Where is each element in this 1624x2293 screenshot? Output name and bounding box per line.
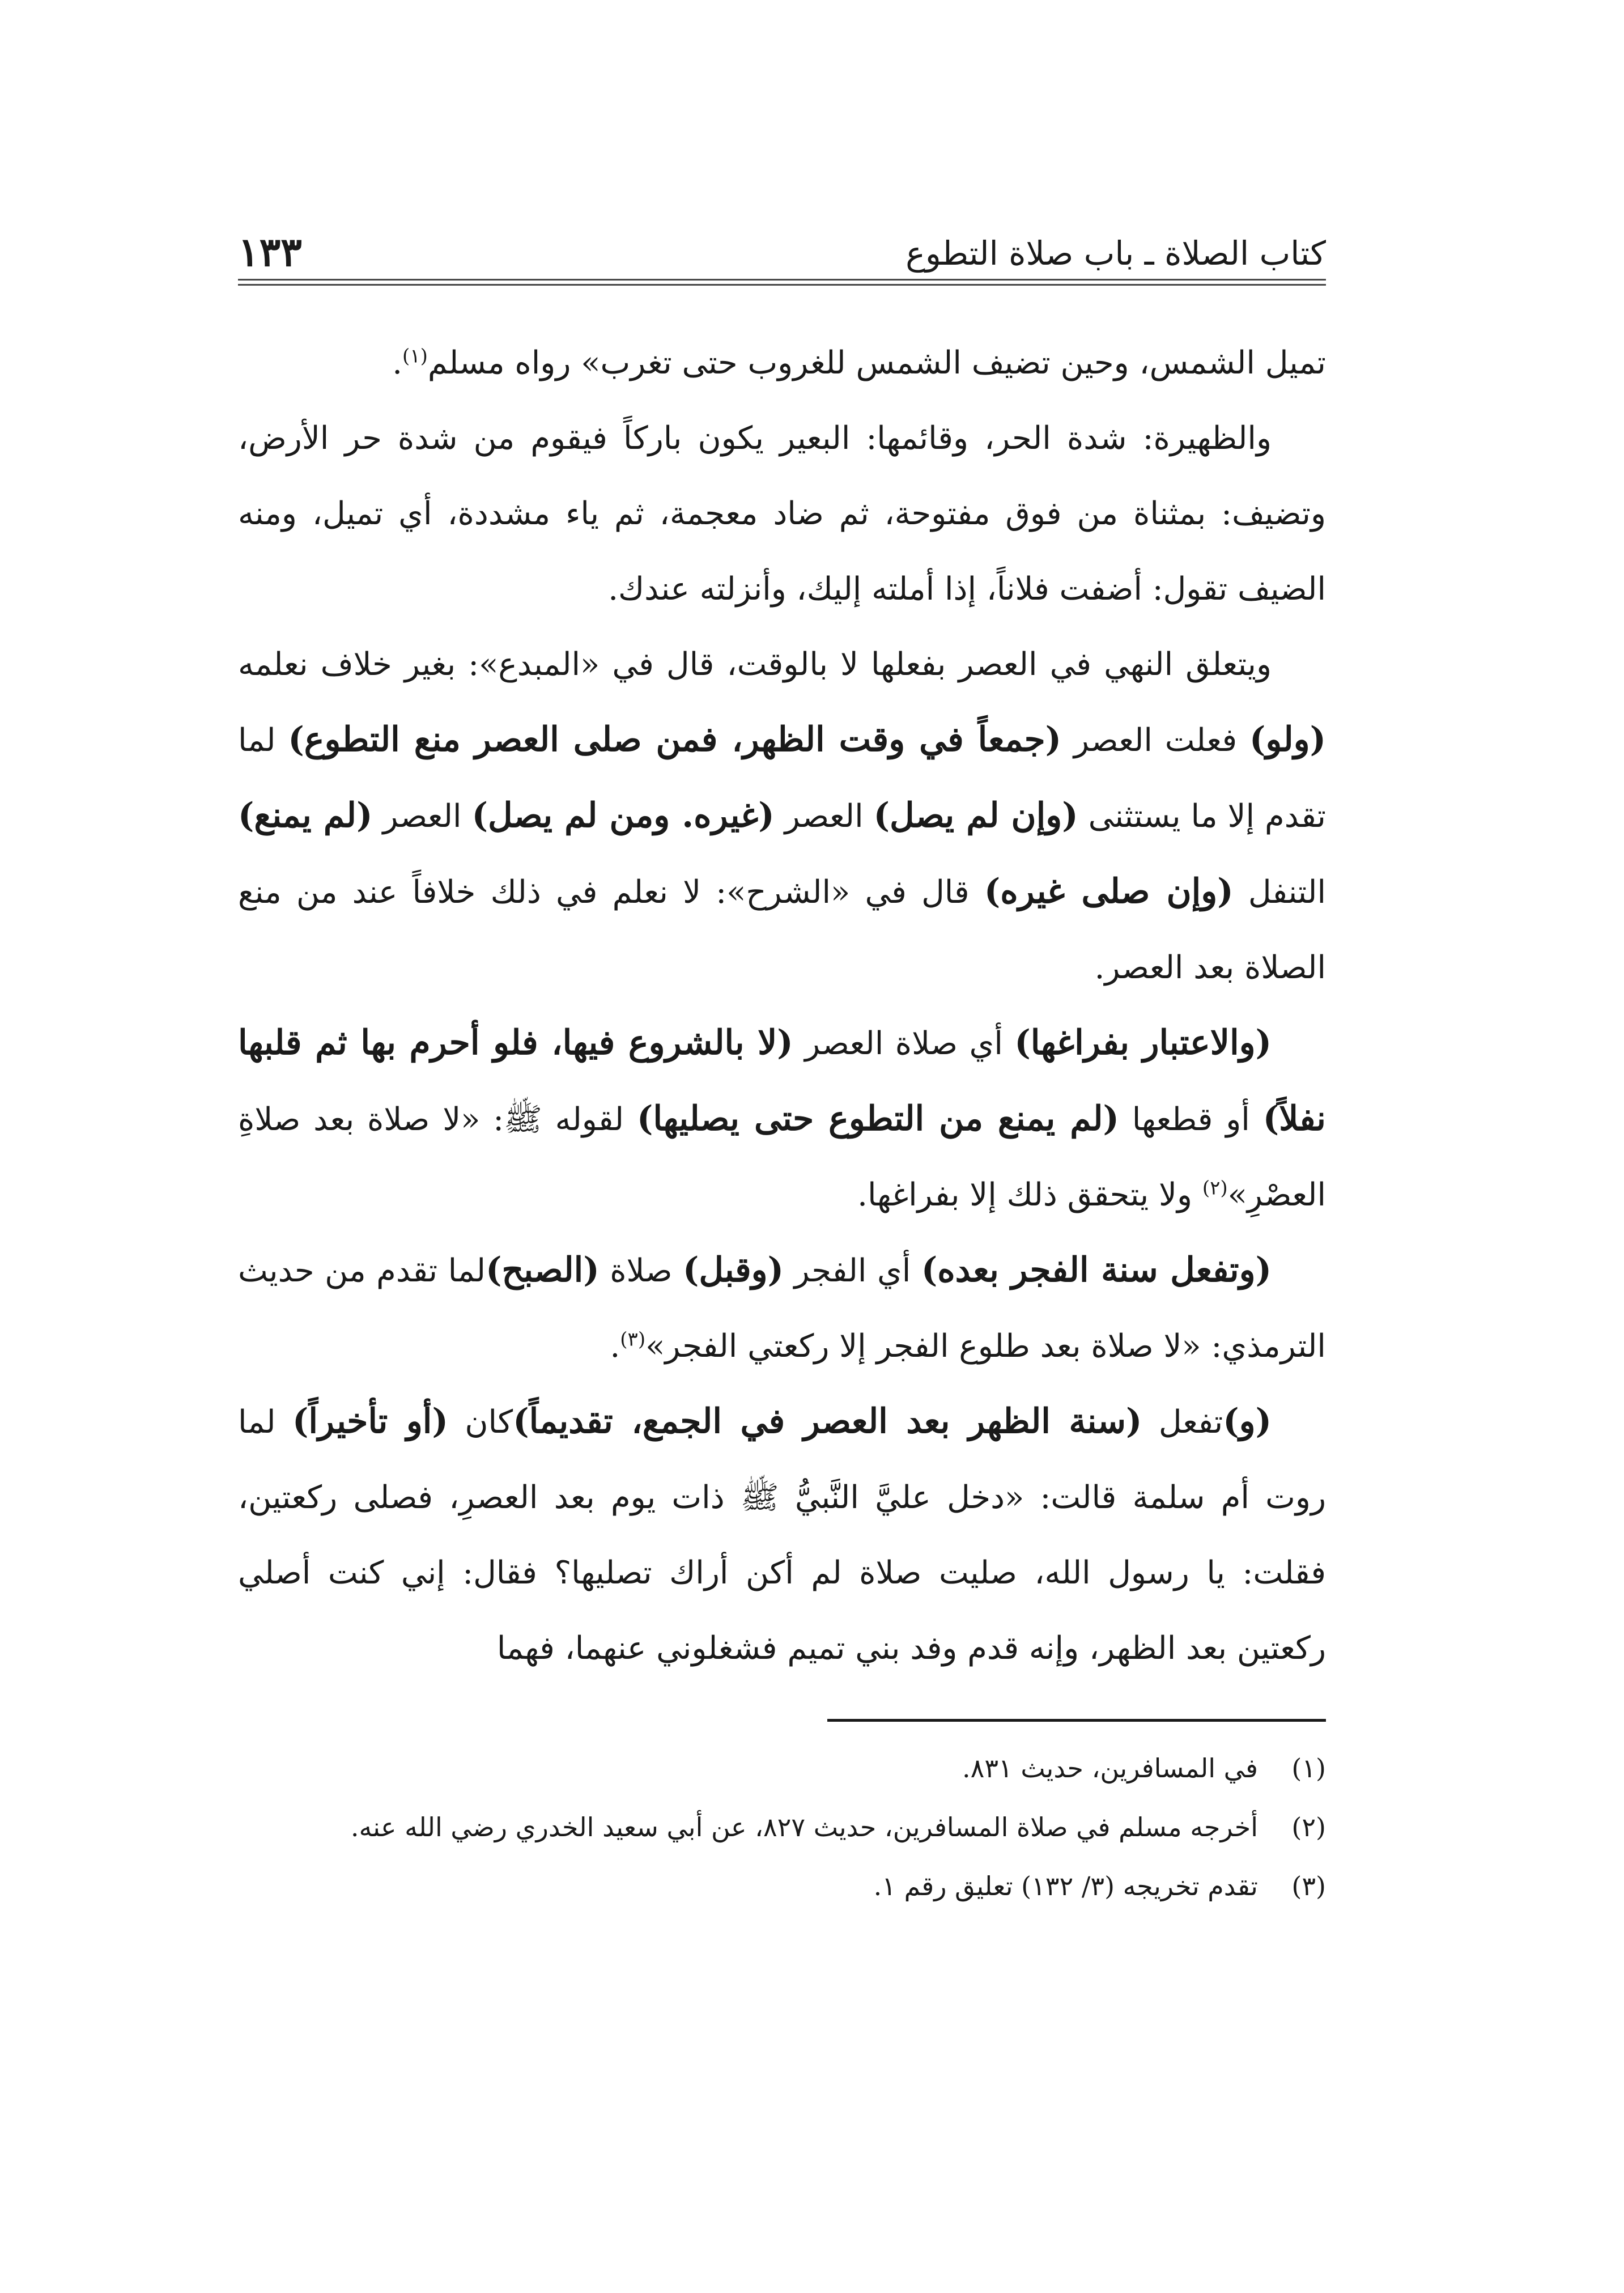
paragraph-3: ويتعلق النهي في العصر بفعلها لا بالوقت، قال في «المبدع»: بغير خلاف نعلمه (ولو) فعلت العصر (جمعاً في وقت الظهر، فمن صلى العصر منع التطوع) لما تقدم إلا ما يستثنى (وإن لم يصل) العصر (غيره. ومن لم يصل) العصر (لم يمنع) التنفل (وإن صلى غيره) قال في «الشرح»: لا نعلم في ذلك خلافاً عند من منع الصلاة بعد العصر.: [238, 646, 1327, 986]
footnote-number: (١): [1291, 1753, 1326, 1784]
book-page: [238, 215, 1326, 1916]
matn-text: (الصبح): [486, 1250, 600, 1290]
matn-text: (وإن لم يصل): [873, 796, 1078, 835]
footnote-separator: [827, 1719, 1326, 1722]
matn-text: (وتفعل سنة الفجر بعده): [921, 1250, 1272, 1290]
header-rule: [238, 279, 1326, 286]
running-title: كتاب الصلاة ـ باب صلاة التطوع: [905, 234, 1326, 273]
paragraph-5: (وتفعل سنة الفجر بعده) أي الفجر (وقبل) صلاة (الصبح)لما تقدم من حديث الترمذي: «لا صلاة بعد طلوع الفجر إلا ركعتي الفجر»$^{(٣)}$.: [238, 1250, 1326, 1365]
footnote-3: [238, 1857, 1326, 1916]
footnote-ref-3: (٣): [620, 1328, 646, 1351]
matn-text: (والاعتبار بفراغها): [1014, 1023, 1272, 1063]
matn-text: (و): [1223, 1402, 1272, 1441]
matn-text: (سنة الظهر بعد العصر في الجمع، تقديماً): [513, 1402, 1142, 1441]
matn-text: (غيره. ومن لم يصل): [471, 796, 775, 835]
paragraph-2: والظهيرة: شدة الحر، وقائمها: البعير يكون باركاً فيقوم من شدة حر الأرض، وتضيف: بمثناة من فوق مفتوحة، ثم ضاد معجمة، ثم ياء مشددة، أي تميل، ومنه الضيف تقول: أضفت فلاناً، إذا أملته إليك، وأنزلته عندك.: [238, 420, 1326, 608]
page-number: ١٣٣: [238, 228, 302, 275]
footnote-text: تقدم تخريجه (٣/ ١٣٢) تعليق رقم ١.: [873, 1871, 1258, 1901]
footnote-ref-2: (٢): [1202, 1177, 1228, 1200]
paragraph-1: تميل الشمس، وحين تضيف الشمس للغروب حتى تغرب» رواه مسلم$^{(١)}$.: [392, 345, 1326, 381]
paragraph-6: (و)تفعل (سنة الظهر بعد العصر في الجمع، تقديماً)كان (أو تأخيراً) لما روت أم سلمة قالت: «دخل عليَّ النَّبيُّ ﷺ ذات يوم بعد العصرِ، فصلى ركعتين، فقلت: يا رسول الله، صليت صلاة لم أكن أراك تصليها؟ فقال: إني كنت أصلي ركعتين بعد الظهر، وإنه قدم وفد بني تميم فشغلوني عنهما، فهما: [238, 1402, 1326, 1667]
footnote-text: في المسافرين، حديث ٨٣١.: [962, 1753, 1258, 1784]
matn-text: (وقبل): [683, 1250, 784, 1290]
footnotes: [238, 1739, 1326, 1916]
matn-text: (لا بالشروع فيها، فلو أحرم بها ثم قلبها نفلاً): [238, 1023, 1326, 1139]
matn-text: (جمعاً في وقت الظهر، فمن صلى العصر منع التطوع): [288, 720, 1062, 759]
matn-text: (لم يمنع من التطوع حتى يصليها): [636, 1099, 1119, 1139]
footnote-text: أخرجه مسلم في صلاة المسافرين، حديث ٨٢٧، عن أبي سعيد الخدري رضي الله عنه.: [350, 1812, 1258, 1842]
footnote-number: (٣): [1291, 1871, 1326, 1901]
page-header: [238, 215, 1326, 278]
main-text: [238, 325, 1326, 1686]
footnote-2: [238, 1798, 1326, 1857]
footnote-1: [238, 1739, 1326, 1798]
matn-text: (لم يمنع): [238, 796, 373, 835]
matn-text: (ولو): [1249, 720, 1326, 759]
matn-text: (أو تأخيراً): [292, 1402, 448, 1441]
matn-text: (وإن صلى غيره): [984, 872, 1234, 911]
footnote-ref-1: (١): [402, 345, 428, 368]
footnote-number: (٢): [1291, 1812, 1326, 1842]
paragraph-4: (والاعتبار بفراغها) أي صلاة العصر (لا بالشروع فيها، فلو أحرم بها ثم قلبها نفلاً) أو قطعها (لم يمنع من التطوع حتى يصليها) لقوله ﷺ: «لا صلاة بعد صلاةِ العصْرِ»$^{(٢)}$ ولا يتحقق ذلك إلا بفراغها.: [238, 1023, 1326, 1213]
